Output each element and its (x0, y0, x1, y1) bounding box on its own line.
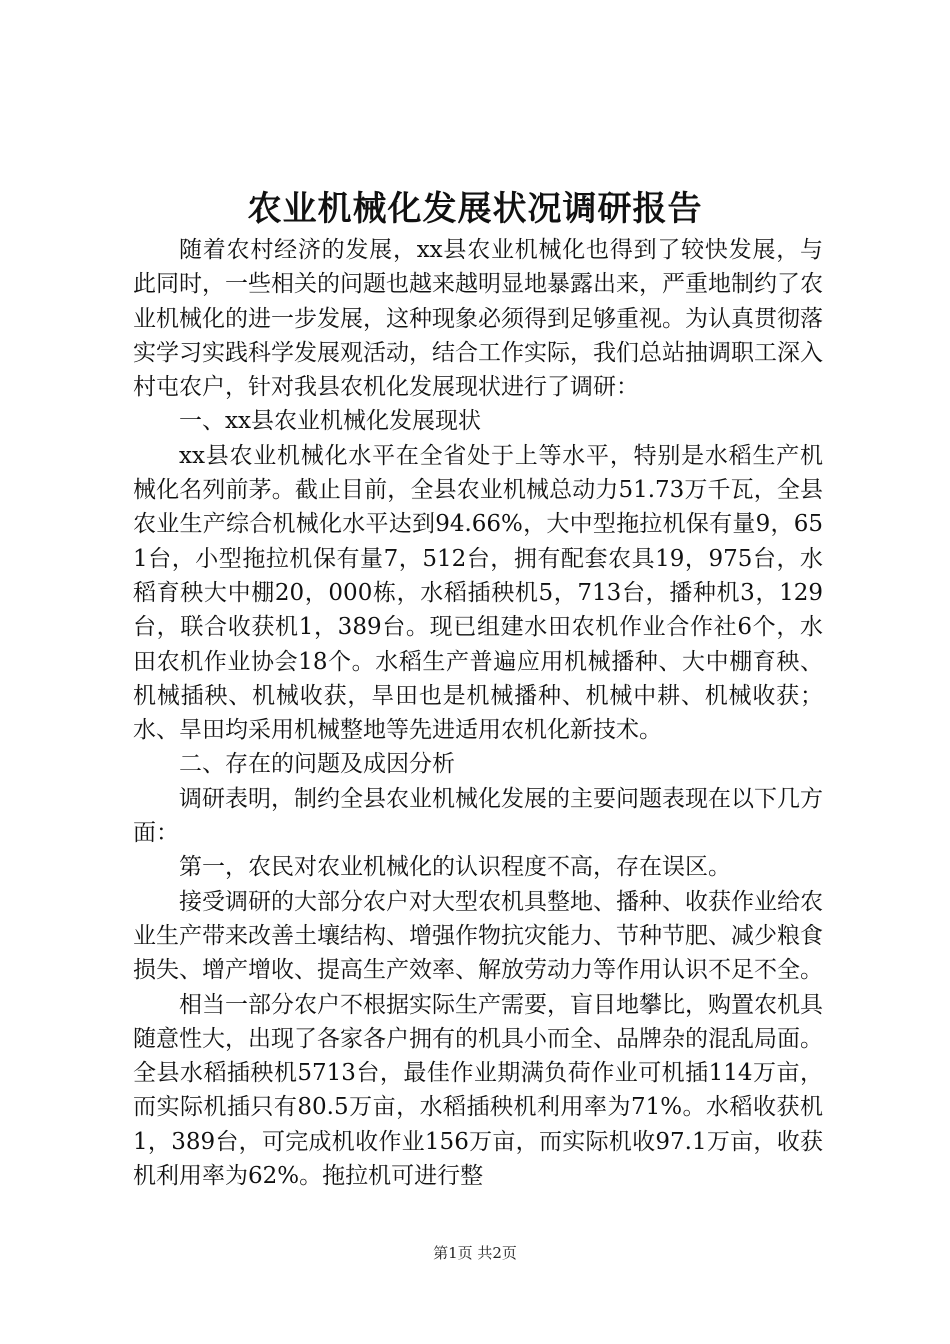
section-heading-1: 一、xx县农业机械化发展现状 (179, 408, 481, 435)
paragraph-intro: 随着农村经济的发展，xx县农业机械化也得到了较快发展，与此同时，一些相关的问题也越来越明显地暴露出来，严重地制约了农业机械化的进一步发展，这种现象必须得到足够重视。为认真贯彻落实学习实践科学发展观活动，结合工作实际，我们总站抽调职工深入村屯农户，针对我县农机化发展现状进行了调研： (133, 237, 823, 401)
page-footer: 第1页 共2页 (433, 1244, 517, 1262)
paragraph-awareness: 接受调研的大部分农户对大型农机具整地、播种、收获作业给农业生产带来改善土壤结构、增强作物抗灾能力、节种节肥、减少粮食损失、增产增收、提高生产效率、解放劳动力等作用认识不足不全。 (133, 888, 823, 984)
document-title: 农业机械化发展状况调研报告 (247, 189, 703, 229)
paragraph-utilization: 相当一部分农户不根据实际生产需要，盲目地攀比，购置农机具随意性大，出现了各家各户拥有的机具小而全、品牌杂的混乱局面。全县水稻插秧机5713台，最佳作业期满负荷作业可机插114万亩，而实际机插只有80.5万亩，水稻插秧机利用率为71%。水稻收获机1，389台，可完成机收作业156万亩，而实际机收97.1万亩，收获机利用率为62%。拖拉机可进行整 (133, 991, 823, 1190)
paragraph-point-1: 第一，农民对农业机械化的认识程度不高，存在误区。 (179, 854, 731, 881)
paragraph-problems-intro: 调研表明，制约全县农业机械化发展的主要问题表现在以下几方面： (133, 785, 823, 847)
section-heading-2: 二、存在的问题及成因分析 (179, 751, 455, 778)
document-body (133, 233, 823, 1193)
paragraph-status: xx县农业机械化水平在全省处于上等水平，特别是水稻生产机械化名列前茅。截止目前，全县农业机械总动力51.73万千瓦，全县农业生产综合机械化水平达到94.66%，大中型拖拉机保有量9，651台，小型拖拉机保有量7，512台，拥有配套农具19，975台，水稻育秧大中棚20，000栋，水稻插秧机5，713台，播种机3，129台，联合收获机1，389台。现已组建水田农机作业合作社6个，水田农机作业协会18个。水稻生产普遍应用机械播种、大中棚育秧、机械插秧、机械收获，旱田也是机械播种、机械中耕、机械收获；水、旱田均采用机械整地等先进适用农机化新技术。 (133, 442, 823, 744)
